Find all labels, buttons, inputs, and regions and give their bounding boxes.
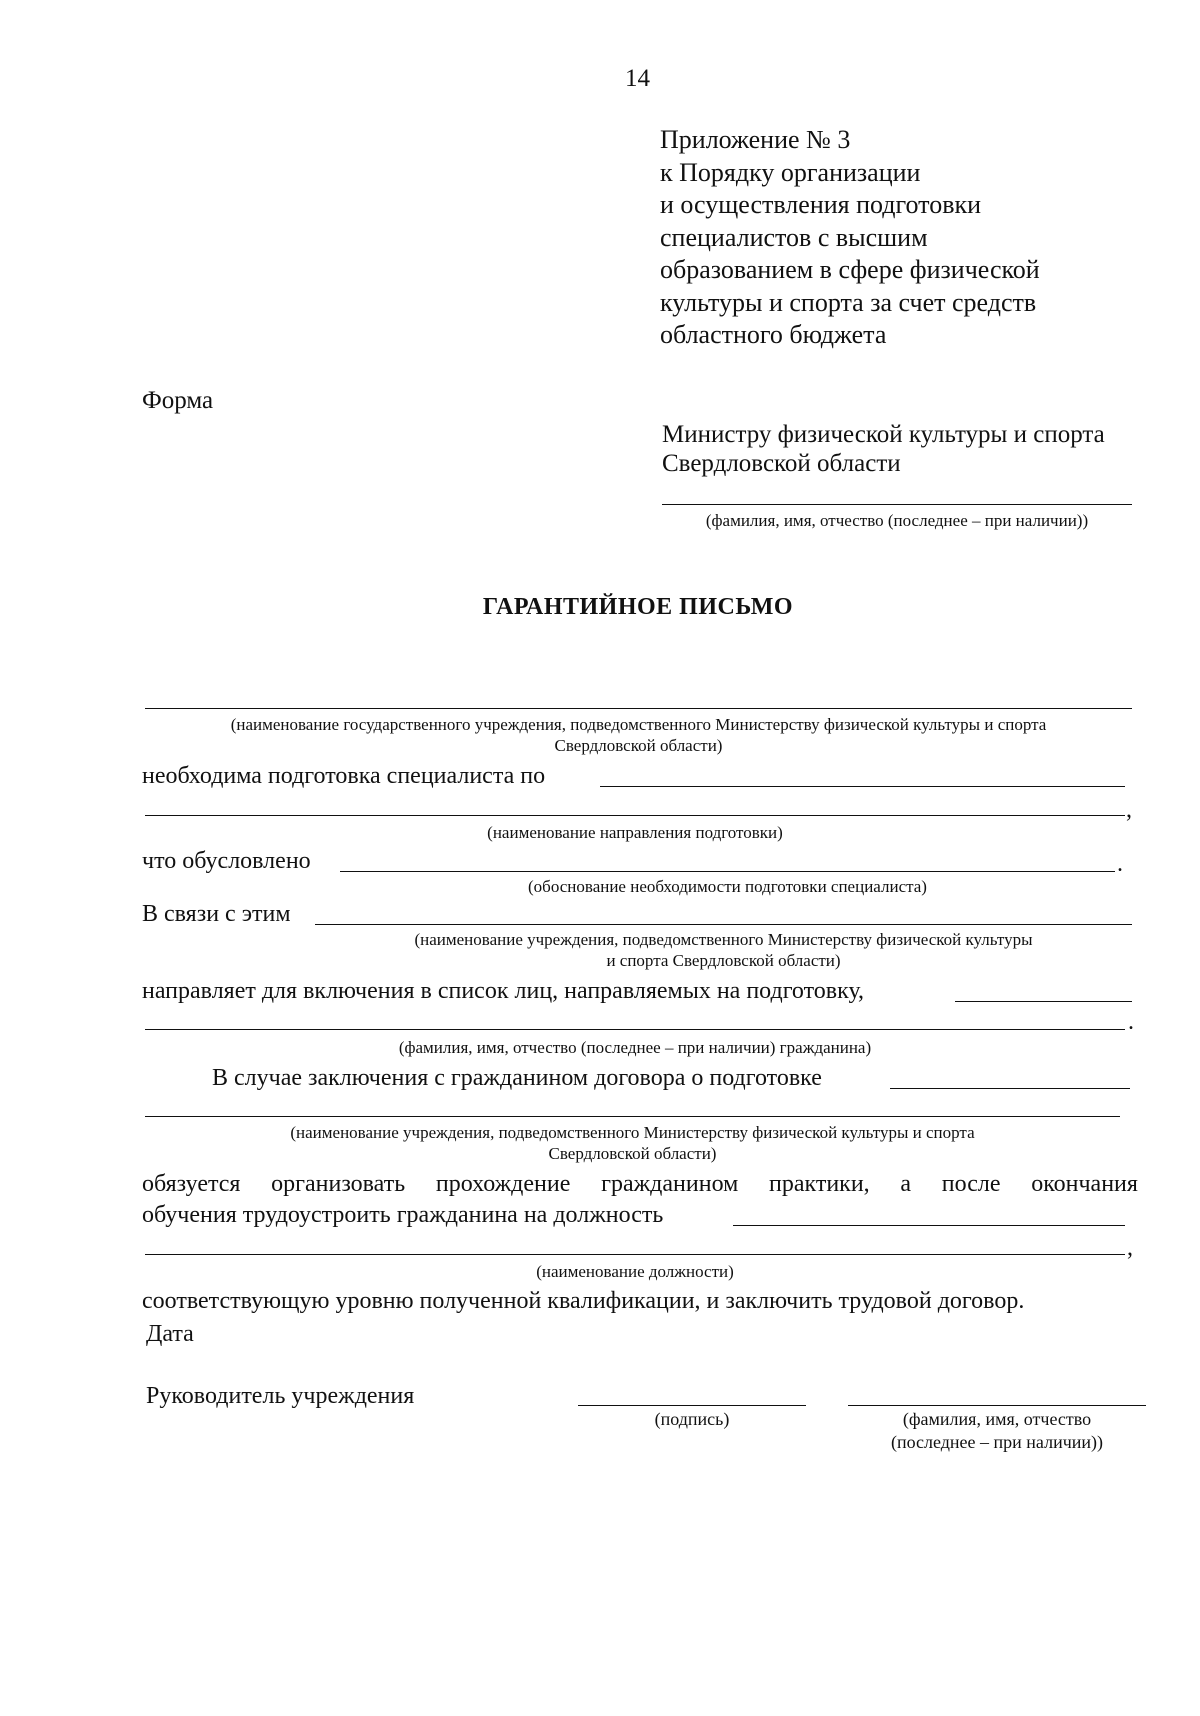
addressee-name-line	[662, 504, 1132, 505]
appendix-line: областного бюджета	[660, 320, 887, 349]
institution-caption-2b: и спорта Свердловской области)	[606, 951, 841, 970]
page-number: 14	[625, 65, 650, 92]
obliges-word: практики,	[769, 1171, 870, 1197]
position-line-a	[733, 1225, 1125, 1226]
obliges-word: гражданином	[601, 1171, 739, 1197]
justification-caption: (обоснование необходимости подготовки специалиста)	[528, 877, 927, 896]
head-name-caption-b: (последнее – при наличии))	[890, 1432, 1104, 1452]
sends-text: направляет для включения в список лиц, направляемых на подготовку,	[142, 978, 865, 1004]
institution-line-1	[145, 708, 1132, 709]
period: .	[1128, 1009, 1134, 1035]
document-title: ГАРАНТИЙНОЕ ПИСЬМО	[482, 594, 794, 620]
obliges-word: прохождение	[435, 1171, 571, 1197]
obliges-line	[142, 1168, 1138, 1200]
corresponding-text: соответствующую уровню полученной квалификации, и заключить трудовой договор.	[142, 1288, 1025, 1314]
appendix-line: Приложение № 3	[660, 125, 851, 154]
addressee-line2: Свердловской области	[662, 450, 901, 477]
appendix-line: образованием в сфере физической	[660, 255, 1040, 284]
citizen-line-b	[145, 1029, 1125, 1030]
head-name-caption-a: (фамилия, имя, отчество	[902, 1409, 1092, 1429]
head-name-line	[848, 1405, 1146, 1406]
institution-line-2	[315, 924, 1132, 925]
in-this-regard-text: В связи с этим	[142, 901, 291, 927]
need-training-text: необходима подготовка специалиста по	[142, 763, 546, 789]
institution-caption-1a: (наименование государственного учреждения, подведомственного Министерству физической культуры и спорта	[230, 715, 1047, 734]
direction-line	[145, 815, 1125, 816]
position-line-b	[145, 1254, 1125, 1255]
comma: ,	[1127, 1235, 1133, 1261]
contract-line	[890, 1088, 1130, 1089]
addressee-line1: Министру физической культуры и спорта	[662, 421, 1105, 448]
date-label: Дата	[146, 1321, 194, 1347]
because-text: что обусловлено	[142, 848, 311, 874]
obliges-word: организовать	[271, 1171, 406, 1197]
appendix-line: и осуществления подготовки	[660, 190, 982, 219]
form-label: Форма	[142, 387, 214, 414]
signature-caption: (подпись)	[654, 1409, 730, 1429]
institution-line-3	[145, 1116, 1120, 1117]
obliges-word: обязуется	[142, 1171, 241, 1197]
comma: ,	[1126, 797, 1132, 823]
institution-caption-3a: (наименование учреждения, подведомственного Министерству физической культуры и спорта	[290, 1123, 975, 1142]
obliges-word: а	[900, 1171, 912, 1197]
addressee-caption: (фамилия, имя, отчество (последнее – при наличии))	[705, 511, 1089, 530]
head-label: Руководитель учреждения	[146, 1383, 415, 1409]
signature-line	[578, 1405, 806, 1406]
citizen-caption: (фамилия, имя, отчество (последнее – при наличии) гражданина)	[398, 1038, 872, 1057]
institution-caption-2a: (наименование учреждения, подведомственного Министерству физической культуры	[414, 930, 1033, 949]
period: .	[1117, 851, 1123, 877]
appendix-line: специалистов с высшим	[660, 222, 928, 252]
institution-caption-3b: Свердловской области)	[548, 1144, 717, 1163]
direction-caption: (наименование направления подготовки)	[487, 823, 783, 842]
appendix-line: к Порядку организации	[660, 157, 921, 187]
position-caption: (наименование должности)	[536, 1262, 734, 1281]
justification-line	[340, 871, 1115, 872]
specialty-line	[600, 786, 1125, 787]
institution-caption-1b: Свердловской области)	[554, 736, 723, 755]
obliges-word: окончания	[1031, 1171, 1138, 1197]
citizen-line-a	[955, 1001, 1132, 1002]
employ-text: обучения трудоустроить гражданина на должность	[142, 1202, 664, 1228]
in-case-text: В случае заключения с гражданином договора о подготовке	[212, 1065, 822, 1091]
appendix-block	[660, 124, 1040, 352]
appendix-line: культуры и спорта за счет средств	[660, 287, 1037, 317]
obliges-word: после	[941, 1171, 1001, 1197]
